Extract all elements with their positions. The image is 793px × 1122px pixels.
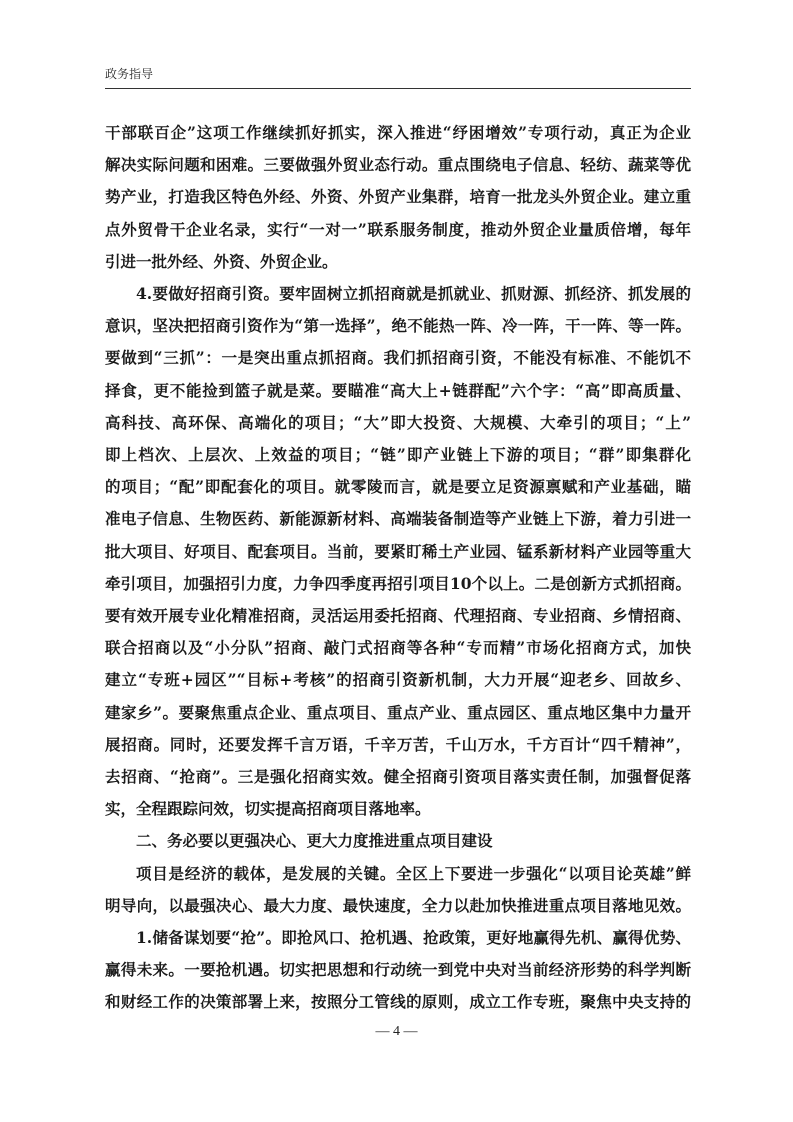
paragraph-start-line: 4.要做好招商引资。要牢固树立抓招商就是抓就业、抓财源、抓经济、抓发展的 xyxy=(136,284,691,303)
running-header: 政务指导 xyxy=(105,67,154,81)
page-number: — 4 — xyxy=(375,1024,418,1039)
text-line: 联合招商以及“小分队”招商、敲门式招商等各种“专而精”市场化招商方式，加快 xyxy=(105,638,691,658)
text-line: 准电子信息、生物医药、新能源新材料、高端装备制造等产业链上下游，着力引进一 xyxy=(105,509,691,529)
text-line: 批大项目、好项目、配套项目。当前，要紧盯稀土产业园、锰系新材料产业园等重大 xyxy=(105,541,691,561)
text-line: 牵引项目，加强招引力度，力争四季度再招引项目10个以上。二是创新方式抓招商。 xyxy=(105,573,691,593)
text-line: 建家乡”。要聚焦重点企业、重点项目、重点产业、重点园区、重点地区集中力量开 xyxy=(105,702,691,722)
text-line: 择食，更不能捡到篮子就是菜。要瞄准“高大上+链群配”六个字：“高”即高质量、 xyxy=(105,380,691,400)
header-divider xyxy=(105,88,691,89)
text-line: 引进一批外经、外资、外贸企业。 xyxy=(105,251,338,271)
text-line: 要有效开展专业化精准招商，灵活运用委托招商、代理招商、专业招商、乡情招商、 xyxy=(105,606,691,625)
text-line: 实，全程跟踪问效，切实提高招商项目落地率。 xyxy=(105,799,431,819)
text-line: 解决实际问题和困难。三要做强外贸业态行动。重点围绕电子信息、轻纺、蔬菜等优 xyxy=(105,155,691,175)
paragraph-start-line: 项目是经济的载体，是发展的关键。全区上下要进一步强化“以项目论英雄”鲜 xyxy=(136,863,691,883)
text-line: 点外贸骨干企业名录，实行“一对一”联系服务制度，推动外贸企业量质倍增，每年 xyxy=(105,219,691,239)
text-line: 展招商。同时，还要发挥千言万语，千辛万苦，千山万水，千方百计“四千精神”， xyxy=(105,734,691,754)
text-line: 高科技、高环保、高端化的项目；“大”即大投资、大规模、大牵引的项目；“上” xyxy=(105,412,691,432)
text-line: 建立“专班+园区”“目标+考核”的招商引资新机制，大力开展“迎老乡、回故乡、 xyxy=(105,670,691,690)
text-line: 意识，坚决把招商引资作为“第一选择”，绝不能热一阵、冷一阵，干一阵、等一阵。 xyxy=(105,316,691,336)
text-line: 势产业，打造我区特色外经、外资、外贸产业集群，培育一批龙头外贸企业。建立重 xyxy=(105,187,691,207)
text-line: 去招商、“抢商”。三是强化招商实效。健全招商引资项目落实责任制，加强督促落 xyxy=(105,767,691,786)
text-line: 要做到“三抓”：一是突出重点抓招商。我们抓招商引资，不能没有标准、不能饥不 xyxy=(105,348,691,368)
text-line: 和财经工作的决策部署上来，按照分工管线的原则，成立工作专班，聚焦中央支持的 xyxy=(105,992,691,1012)
text-line: 即上档次、上层次、上效益的项目；“链”即产业链上下游的项目；“群”即集群化 xyxy=(105,445,691,464)
text-line: 明导向，以最强决心、最大力度、最快速度，全力以赴加快推进重点项目落地见效。 xyxy=(105,895,691,915)
text-line: 的项目；“配”即配套化的项目。就零陵而言，就是要立足资源禀赋和产业基础，瞄 xyxy=(105,477,691,497)
text-line: 干部联百企”这项工作继续抓好抓实，深入推进“纾困增效”专项行动，真正为企业 xyxy=(105,123,691,142)
section-heading: 二、务必要以更强决心、更大力度推进重点项目建设 xyxy=(136,831,493,851)
paragraph-start-line: 1.储备谋划要“抢”。即抢风口、抢机遇、抢政策，更好地赢得先机、赢得优势、 xyxy=(136,928,691,947)
text-line: 赢得未来。一要抢机遇。切实把思想和行动统一到党中央对当前经济形势的科学判断 xyxy=(105,960,691,980)
